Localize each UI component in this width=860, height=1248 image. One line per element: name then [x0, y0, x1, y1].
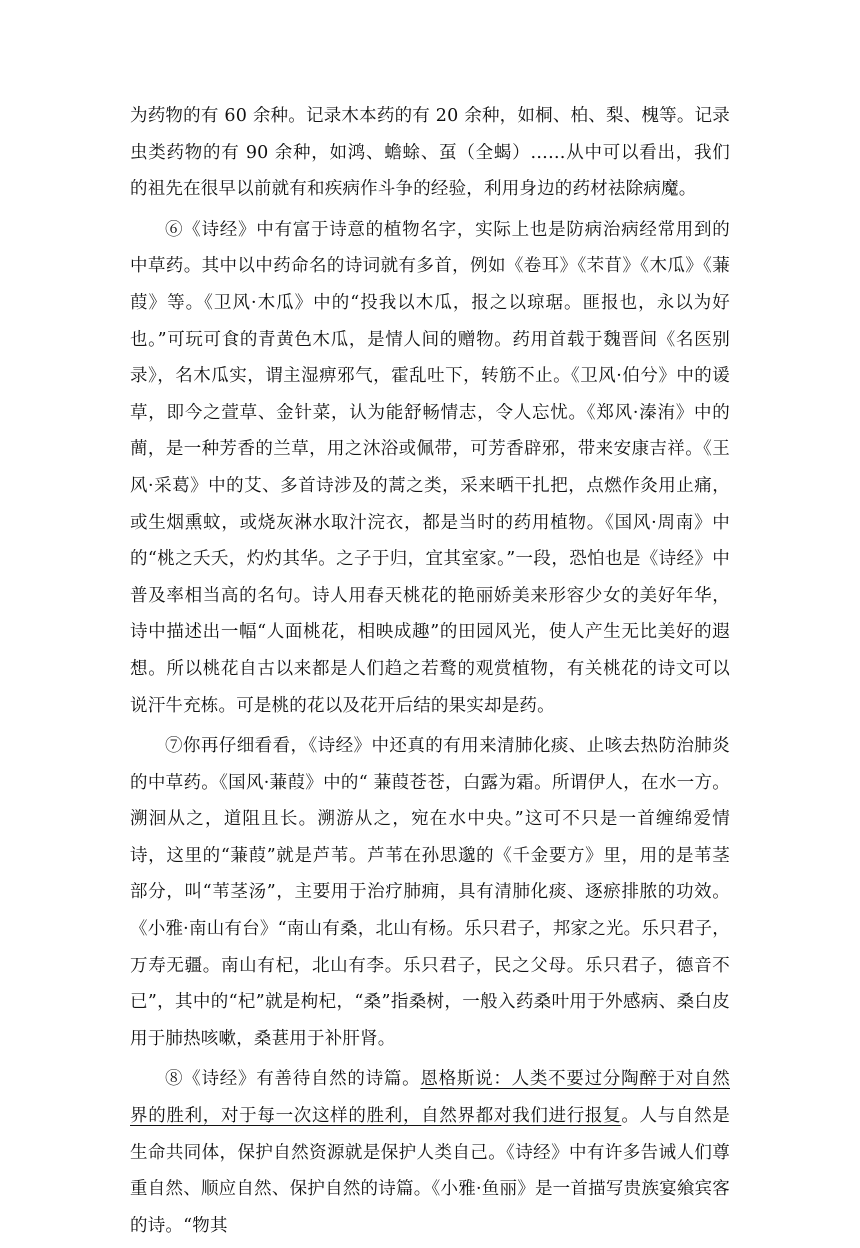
document-body: [130, 98, 730, 1248]
paragraph-8: [130, 1061, 730, 1244]
paragraph-8-intro: ⑧《诗经》有善待自然的诗篇。: [165, 1069, 421, 1090]
paragraph-8-rest: 。人与自然是生命共同体，保护自然资源就是保护人类自己。《诗经》中有许多告诫人们尊重自然、顺应自然、保护自然的诗篇。《小雅·鱼丽》是一首描写贵族宴飨宾客的诗。“物其: [130, 1106, 730, 1236]
paragraph-6: ⑥《诗经》中有富于诗意的植物名字，实际上也是防病治病经常用到的中草药。其中以中药命名的诗词就有多首，例如《卷耳》《芣苜》《木瓜》《蒹葭》等。《卫风·木瓜》中的“投我以木瓜，报之以琼琚。匪报也，永以为好也。”可玩可食的青黄色木瓜，是情人间的赠物。药用首载于魏晋间《名医别录》，名木瓜实，谓主湿痹邪气，霍乱吐下，转筋不止。《卫风·伯兮》中的谖草，即今之萱草、金针菜，认为能舒畅情志，令人忘忧。《郑风·溱洧》中的蕳，是一种芳香的兰草，用之沐浴或佩带，可芳香辟邪，带来安康吉祥。《王风·采葛》中的艾、多首诗涉及的蒿之类，采来晒干扎把，点燃作灸用止痛，或生烟熏蚊，或烧灰淋水取汁浣衣，都是当时的药用植物。《国风·周南》中的“桃之夭夭，灼灼其华。之子于归，宜其室家。”一段，恐怕也是《诗经》中普及率相当高的名句。诗人用春天桃花的艳丽娇美来形容少女的美好年华，诗中描述出一幅“人面桃花，相映成趣”的田园风光，使人产生无比美好的遐想。所以桃花自古以来都是人们趋之若鹜的观赏植物，有关桃花的诗文可以说汗牛充栋。可是桃的花以及花开后结的果实却是药。: [130, 219, 730, 716]
paragraph-7: ⑦你再仔细看看，《诗经》中还真的有用来清肺化痰、止咳去热防治肺炎的中草药。《国风·蒹葭》中的“ 蒹葭苍苍，白露为霜。所谓伊人，在水一方。溯洄从之，道阻且长。溯游从之，宛在水中央。”这可不只是一首缠绵爱情诗，这里的“蒹葭”就是芦苇。芦苇在孙思邈的《千金要方》里，用的是苇茎部分，叫“苇茎汤”，主要用于治疗肺痈，具有清肺化痰、逐瘀排脓的功效。《小雅·南山有台》“南山有桑，北山有杨。乐只君子，邦家之光。乐只君子，万寿无疆。南山有杞，北山有李。乐只君子，民之父母。乐只君子，德音不已”，其中的“杞”就是枸杞，“桑”指桑树，一般入药桑叶用于外感病、桑白皮用于肺热咳嗽，桑葚用于补肝肾。: [130, 736, 730, 1049]
paragraph-continued: 为药物的有 60 余种。记录木本药的有 20 余种，如桐、柏、梨、槐等。记录虫类药物的有 90 余种，如鸿、蟾蜍、虿（全蝎）……从中可以看出，我们的祖先在很早以前就有和疾病作斗争的经验，利用身边的药材祛除病魔。: [130, 106, 730, 200]
underlined-quote: 恩格斯说：人类不要过分陶醉于对自然界的胜利，对于每一次这样的胜利，自然界都对我们进行报复: [130, 1069, 730, 1127]
